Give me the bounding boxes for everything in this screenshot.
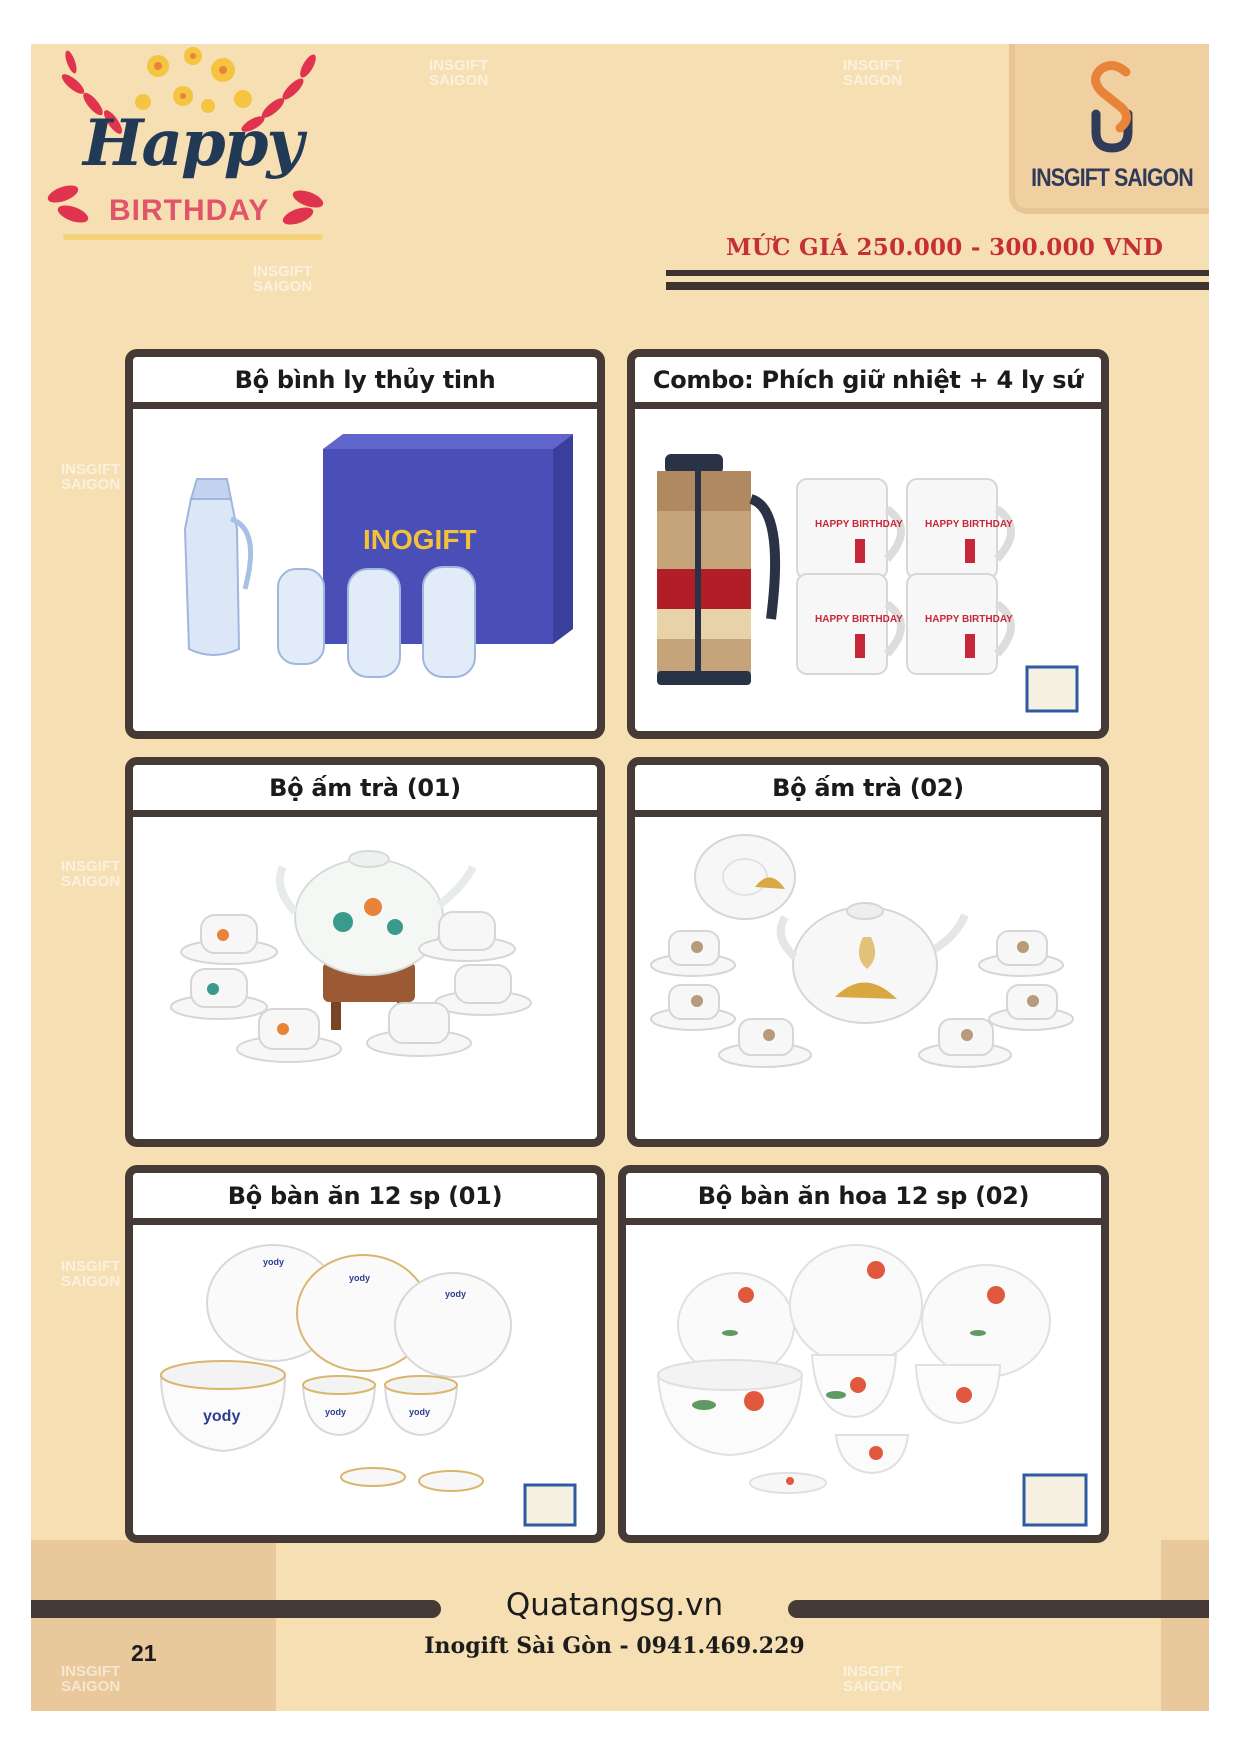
glass-set-illustration — [133, 409, 597, 731]
product-card-tea-set-01[interactable] — [125, 757, 605, 1147]
decor-block-right — [1161, 1540, 1209, 1711]
product-card-header — [133, 765, 597, 817]
product-card-glass-set[interactable] — [125, 349, 605, 739]
product-card-thermos-combo[interactable] — [627, 349, 1109, 739]
watermark: INSGIFT SAIGON — [843, 57, 903, 89]
lotus-tea-set-illustration — [635, 817, 1101, 1139]
footer-bar-left — [31, 1600, 441, 1618]
product-card-dinner-set-01[interactable] — [125, 1165, 605, 1543]
catalog-page — [31, 44, 1209, 1711]
product-image — [626, 1225, 1101, 1535]
product-card-tea-set-02[interactable] — [627, 757, 1109, 1147]
svg-text:yody: yody — [445, 1289, 467, 1299]
watermark: INSGIFT SAIGON — [61, 1663, 121, 1695]
watermark: INSGIFT SAIGON — [61, 461, 121, 493]
brand-logo-icon — [1086, 58, 1138, 154]
website-link[interactable]: Quatangsg.vn — [505, 1587, 724, 1623]
brand-name: INSGIFT SAIGON — [1031, 164, 1193, 192]
product-title: Bộ bình ly thủy tinh — [234, 365, 496, 394]
product-image — [133, 409, 597, 731]
product-title: Bộ ấm trà (01) — [269, 773, 461, 802]
svg-text:HAPPY BIRTHDAY: HAPPY BIRTHDAY — [925, 614, 1013, 625]
product-image — [635, 817, 1101, 1139]
happy-script-text: Happy — [83, 106, 302, 181]
product-title: Bộ bàn ăn 12 sp (01) — [227, 1181, 503, 1210]
happy-birthday-graphic — [43, 44, 343, 264]
thermos-mugs-illustration — [635, 409, 1101, 731]
tea-set-illustration — [133, 817, 597, 1139]
watermark: INSGIFT SAIGON — [253, 263, 313, 295]
svg-text:yody: yody — [349, 1273, 371, 1283]
product-card-header — [133, 357, 597, 409]
product-card-floral-dinner-set-02[interactable] — [618, 1165, 1109, 1543]
dinner-set-illustration — [133, 1225, 597, 1535]
product-card-header — [635, 765, 1101, 817]
product-title: Bộ bàn ăn hoa 12 sp (02) — [697, 1181, 1030, 1210]
product-title: Bộ ấm trà (02) — [772, 773, 964, 802]
box-brand-text: INOGIFT — [363, 524, 477, 555]
product-image — [635, 409, 1101, 731]
product-image — [133, 817, 597, 1139]
svg-text:HAPPY BIRTHDAY: HAPPY BIRTHDAY — [925, 519, 1013, 530]
svg-text:yody: yody — [325, 1407, 347, 1417]
product-card-header — [133, 1173, 597, 1225]
svg-text:HAPPY BIRTHDAY: HAPPY BIRTHDAY — [815, 614, 903, 625]
watermark: INSGIFT SAIGON — [429, 57, 489, 89]
price-range-label: MỨC GIÁ 250.000 - 300.000 VND — [726, 234, 1164, 261]
svg-text:HAPPY BIRTHDAY: HAPPY BIRTHDAY — [815, 519, 903, 530]
floral-dinner-set-illustration — [626, 1225, 1101, 1535]
birthday-text: BIRTHDAY — [109, 194, 270, 227]
watermark: INSGIFT SAIGON — [61, 1258, 121, 1290]
brand-logo-box — [1009, 44, 1209, 214]
svg-text:yody: yody — [203, 1408, 241, 1425]
svg-text:yody: yody — [263, 1257, 285, 1267]
product-card-header — [635, 357, 1101, 409]
product-image — [133, 1225, 597, 1535]
product-title: Combo: Phích giữ nhiệt + 4 ly sứ — [652, 365, 1084, 394]
product-card-header — [626, 1173, 1101, 1225]
svg-text:yody: yody — [409, 1407, 431, 1417]
page-number: 21 — [131, 1640, 157, 1666]
watermark: INSGIFT SAIGON — [61, 858, 121, 890]
watermark: INSGIFT SAIGON — [843, 1663, 903, 1695]
contact-info: Inogift Sài Gòn - 0941.469.229 — [424, 1633, 805, 1659]
footer-bar-right — [788, 1600, 1209, 1618]
price-divider-gap — [666, 276, 1209, 282]
